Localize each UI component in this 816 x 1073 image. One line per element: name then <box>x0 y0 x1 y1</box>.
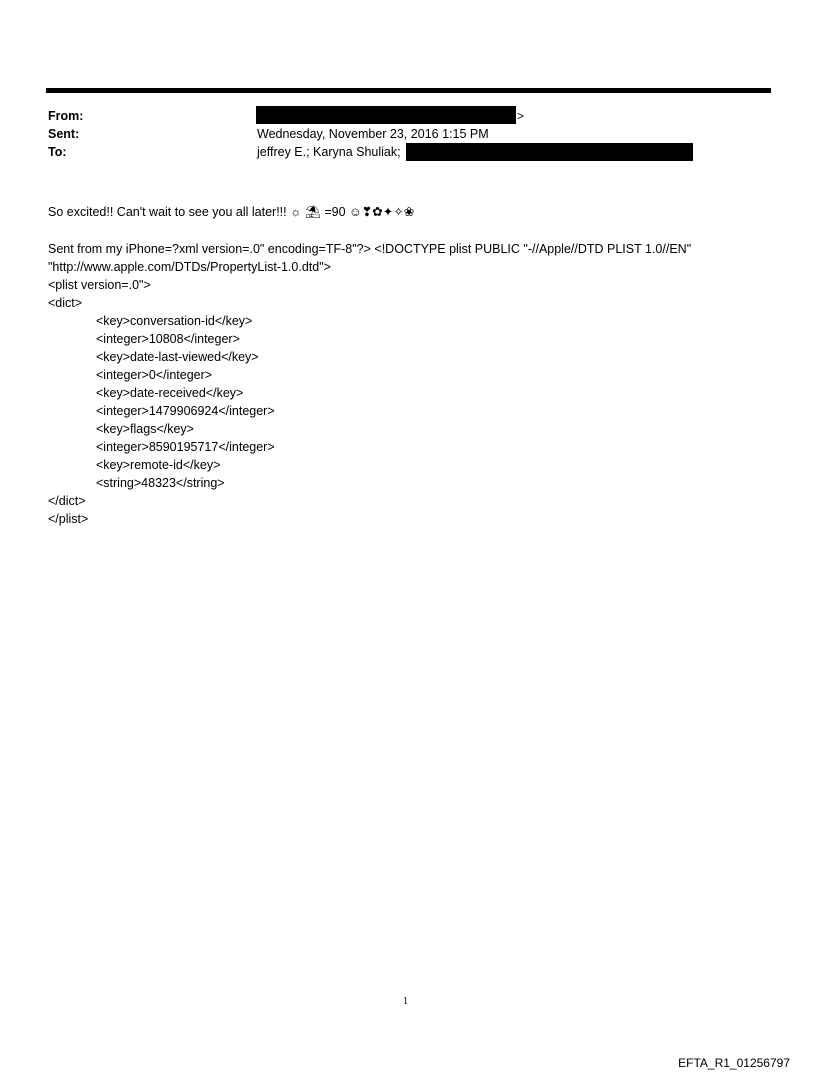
to-value: jeffrey E.; Karyna Shuliak; <box>257 145 401 159</box>
header-rule <box>46 88 771 93</box>
dtd-line: "http://www.apple.com/DTDs/PropertyList-1.0.dtd"> <box>48 260 331 274</box>
dict-line: <key>date-last-viewed</key> <box>96 350 259 364</box>
dict-line: <integer>1479906924</integer> <box>96 404 275 418</box>
from-redaction <box>256 106 516 124</box>
dict-line: <key>date-received</key> <box>96 386 244 400</box>
document-id: EFTA_R1_01256797 <box>678 1056 790 1070</box>
message-text: So excited!! Can't wait to see you all later!!! ☼ ⛱ =90 ☺❣✿✦✧❀ <box>48 205 415 219</box>
dict-line: <integer>0</integer> <box>96 368 213 382</box>
from-suffix: > <box>517 109 525 123</box>
dict-line: <string>48323</string> <box>96 476 225 490</box>
dict-line: <integer>8590195717</integer> <box>96 440 275 454</box>
dict-close: </dict> <box>48 494 86 508</box>
from-label: From: <box>48 109 84 123</box>
to-label: To: <box>48 145 67 159</box>
to-redaction <box>406 143 693 161</box>
dict-line: <key>remote-id</key> <box>96 458 221 472</box>
sent-label: Sent: <box>48 127 80 141</box>
plist-close: </plist> <box>48 512 89 526</box>
dict-open: <dict> <box>48 296 83 310</box>
dict-line: <key>conversation-id</key> <box>96 314 253 328</box>
sent-value: Wednesday, November 23, 2016 1:15 PM <box>257 127 489 141</box>
dict-line: <key>flags</key> <box>96 422 194 436</box>
page-number: 1 <box>403 996 408 1007</box>
sent-from-line: Sent from my iPhone=?xml version=.0" encoding=TF-8"?> <!DOCTYPE plist PUBLIC "-//Apple//DTD PLIST 1.0//EN" <box>48 242 692 256</box>
dict-line: <integer>10808</integer> <box>96 332 240 346</box>
plist-open: <plist version=.0"> <box>48 278 151 292</box>
